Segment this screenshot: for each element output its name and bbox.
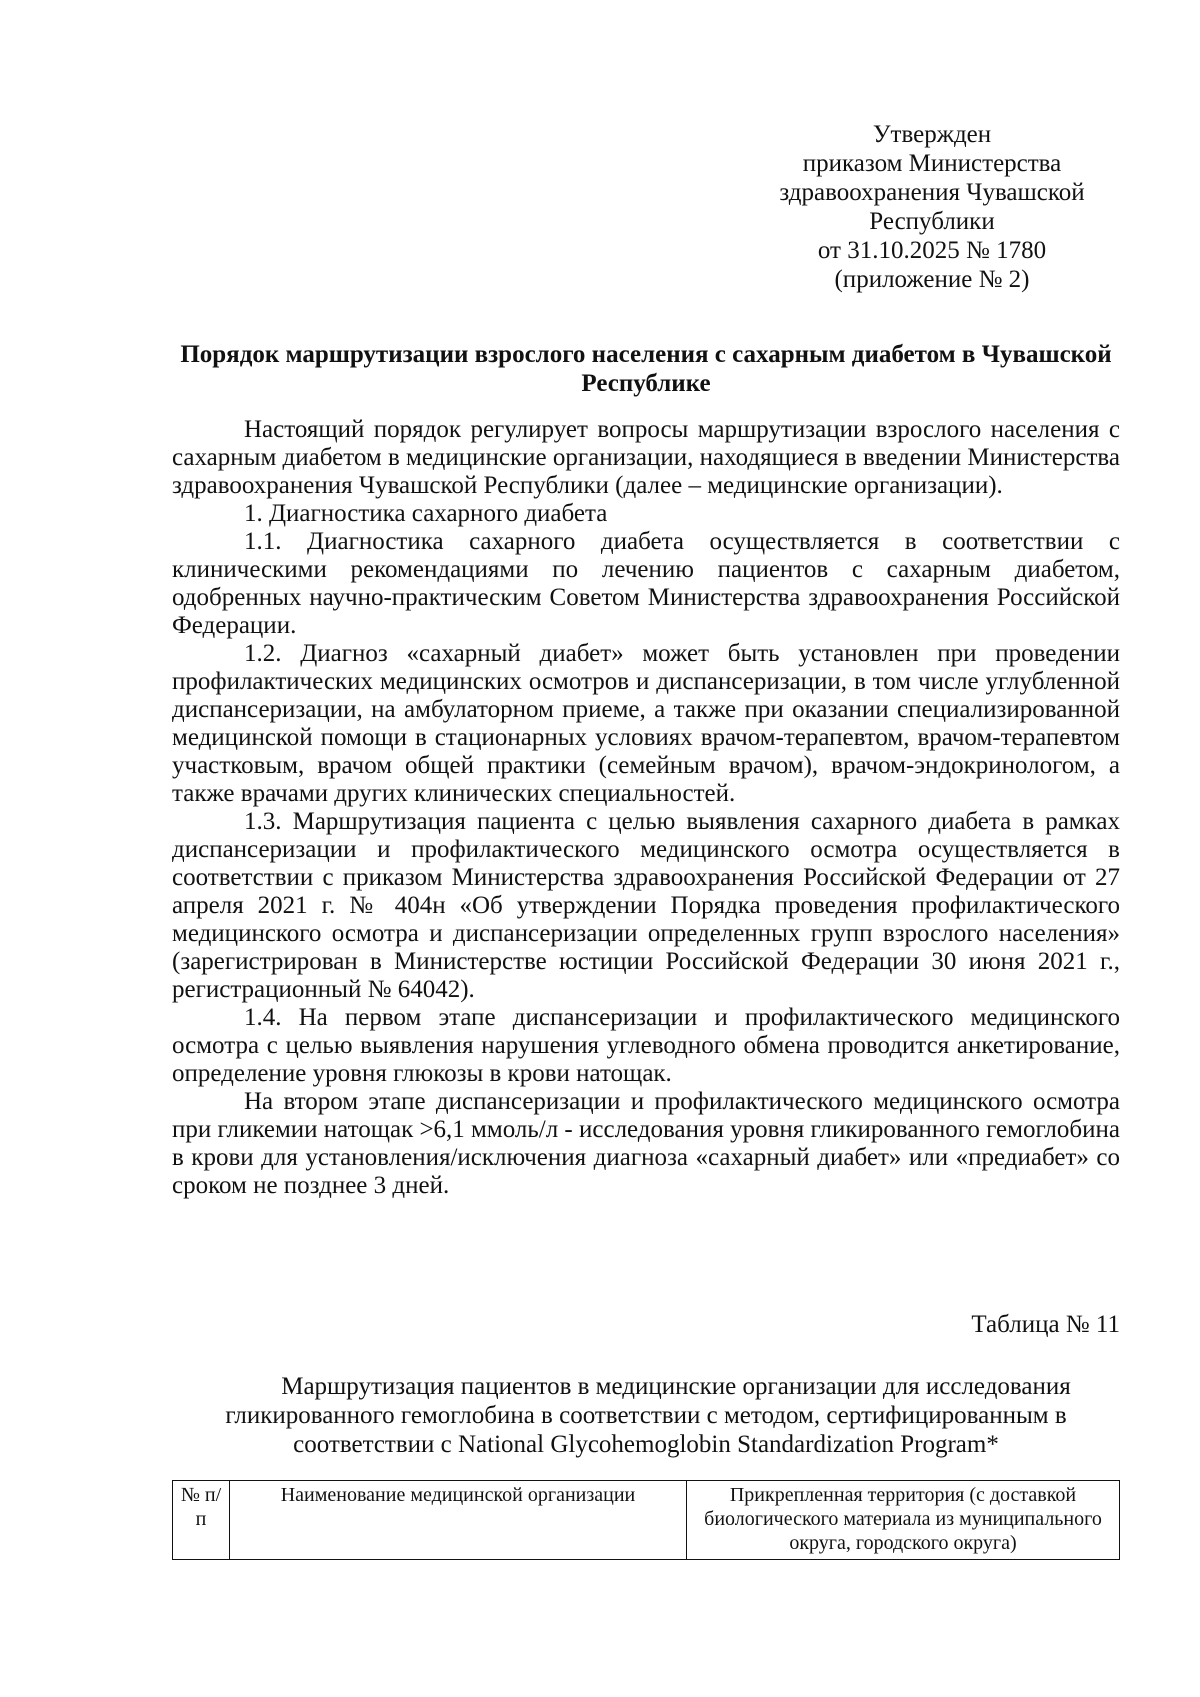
paragraph-1-2: 1.2. Диагноз «сахарный диабет» может быть установлен при проведении профилактических медицинских осмотров и диспансеризации, в том числе углубленной диспансеризации, на амбулаторном приеме, а также при оказании специализированной медицинской помощи в стационарных условиях врачом-терапевтом, врачом-терапевтом участковым, врачом общей практики (семейным врачом), врачом-эндокринологом, а также врачами других клинических специальностей. [172, 640, 1120, 807]
paragraph-1-4: 1.4. На первом этапе диспансеризации и профилактического медицинского осмотра с целью выявления нарушения углеводного обмена проводится анкетирование, определение уровня глюкозы в крови натощак. [172, 1004, 1120, 1087]
table-title: Маршрутизация пациентов в медицинские организации для исследования гликированного гемоглобина в соответствии с методом, сертифицированным в соответствии с National Glycohemoglobin Standardization Program* [225, 1373, 1071, 1458]
header-organization-name: Наименование медицинской организации [230, 1481, 687, 1560]
routing-table [172, 1480, 1120, 1560]
approval-line: (приложение № 2) [834, 266, 1030, 293]
header-number: № п/п [173, 1481, 230, 1560]
intro-paragraph: Настоящий порядок регулирует вопросы маршрутизации взрослого населения с сахарным диабетом в медицинские организации, находящиеся в введении Министерства здравоохранения Чувашской Республики (далее – медицинские организации). [172, 416, 1120, 499]
document-body [172, 416, 1120, 1200]
paragraph-1-3: 1.3. Маршрутизация пациента с целью выявления сахарного диабета в рамках диспансеризации и профилактического медицинского осмотра осуществляется в соответствии с приказом Министерства здравоохранения Российской Федерации от 27 апреля 2021 г. № 404н «Об утверждении Порядка проведения профилактического медицинского осмотра и диспансеризации определенных групп взрослого населения» (зарегистрирован в Министерстве юстиции Российской Федерации 30 июня 2021 г., регистрационный № 64042). [172, 808, 1120, 1003]
approval-line: Республики [869, 208, 995, 235]
approval-block [752, 120, 1112, 294]
table-header-row [173, 1481, 1120, 1560]
approval-line: Утвержден [872, 121, 992, 148]
approval-line: от 31.10.2025 № 1780 [817, 237, 1047, 264]
approval-line: приказом Министерства [802, 150, 1062, 177]
approval-line: здравоохранения Чувашской [779, 179, 1085, 206]
table-label: Таблица № 11 [971, 1311, 1120, 1338]
document-title: Порядок маршрутизации взрослого населения с сахарным диабетом в Чувашской Республике [180, 341, 1112, 397]
paragraph-1-1: 1.1. Диагностика сахарного диабета осуществляется в соответствии с клиническими рекомендациями по лечению пациентов с сахарным диабетом, одобренных научно-практическим Советом Министерства здравоохранения Российской Федерации. [172, 528, 1120, 639]
paragraph-second-stage: На втором этапе диспансеризации и профилактического медицинского осмотра при гликемии натощак >6,1 ммоль/л - исследования уровня гликированного гемоглобина в крови для установления/исключения диагноза «сахарный диабет» или «предиабет» со сроком не позднее 3 дней. [172, 1088, 1120, 1199]
section-heading: 1. Диагностика сахарного диабета [244, 500, 608, 527]
header-territory: Прикрепленная территория (с доставкой биологического материала из муниципального округа, городского округа) [687, 1481, 1120, 1560]
